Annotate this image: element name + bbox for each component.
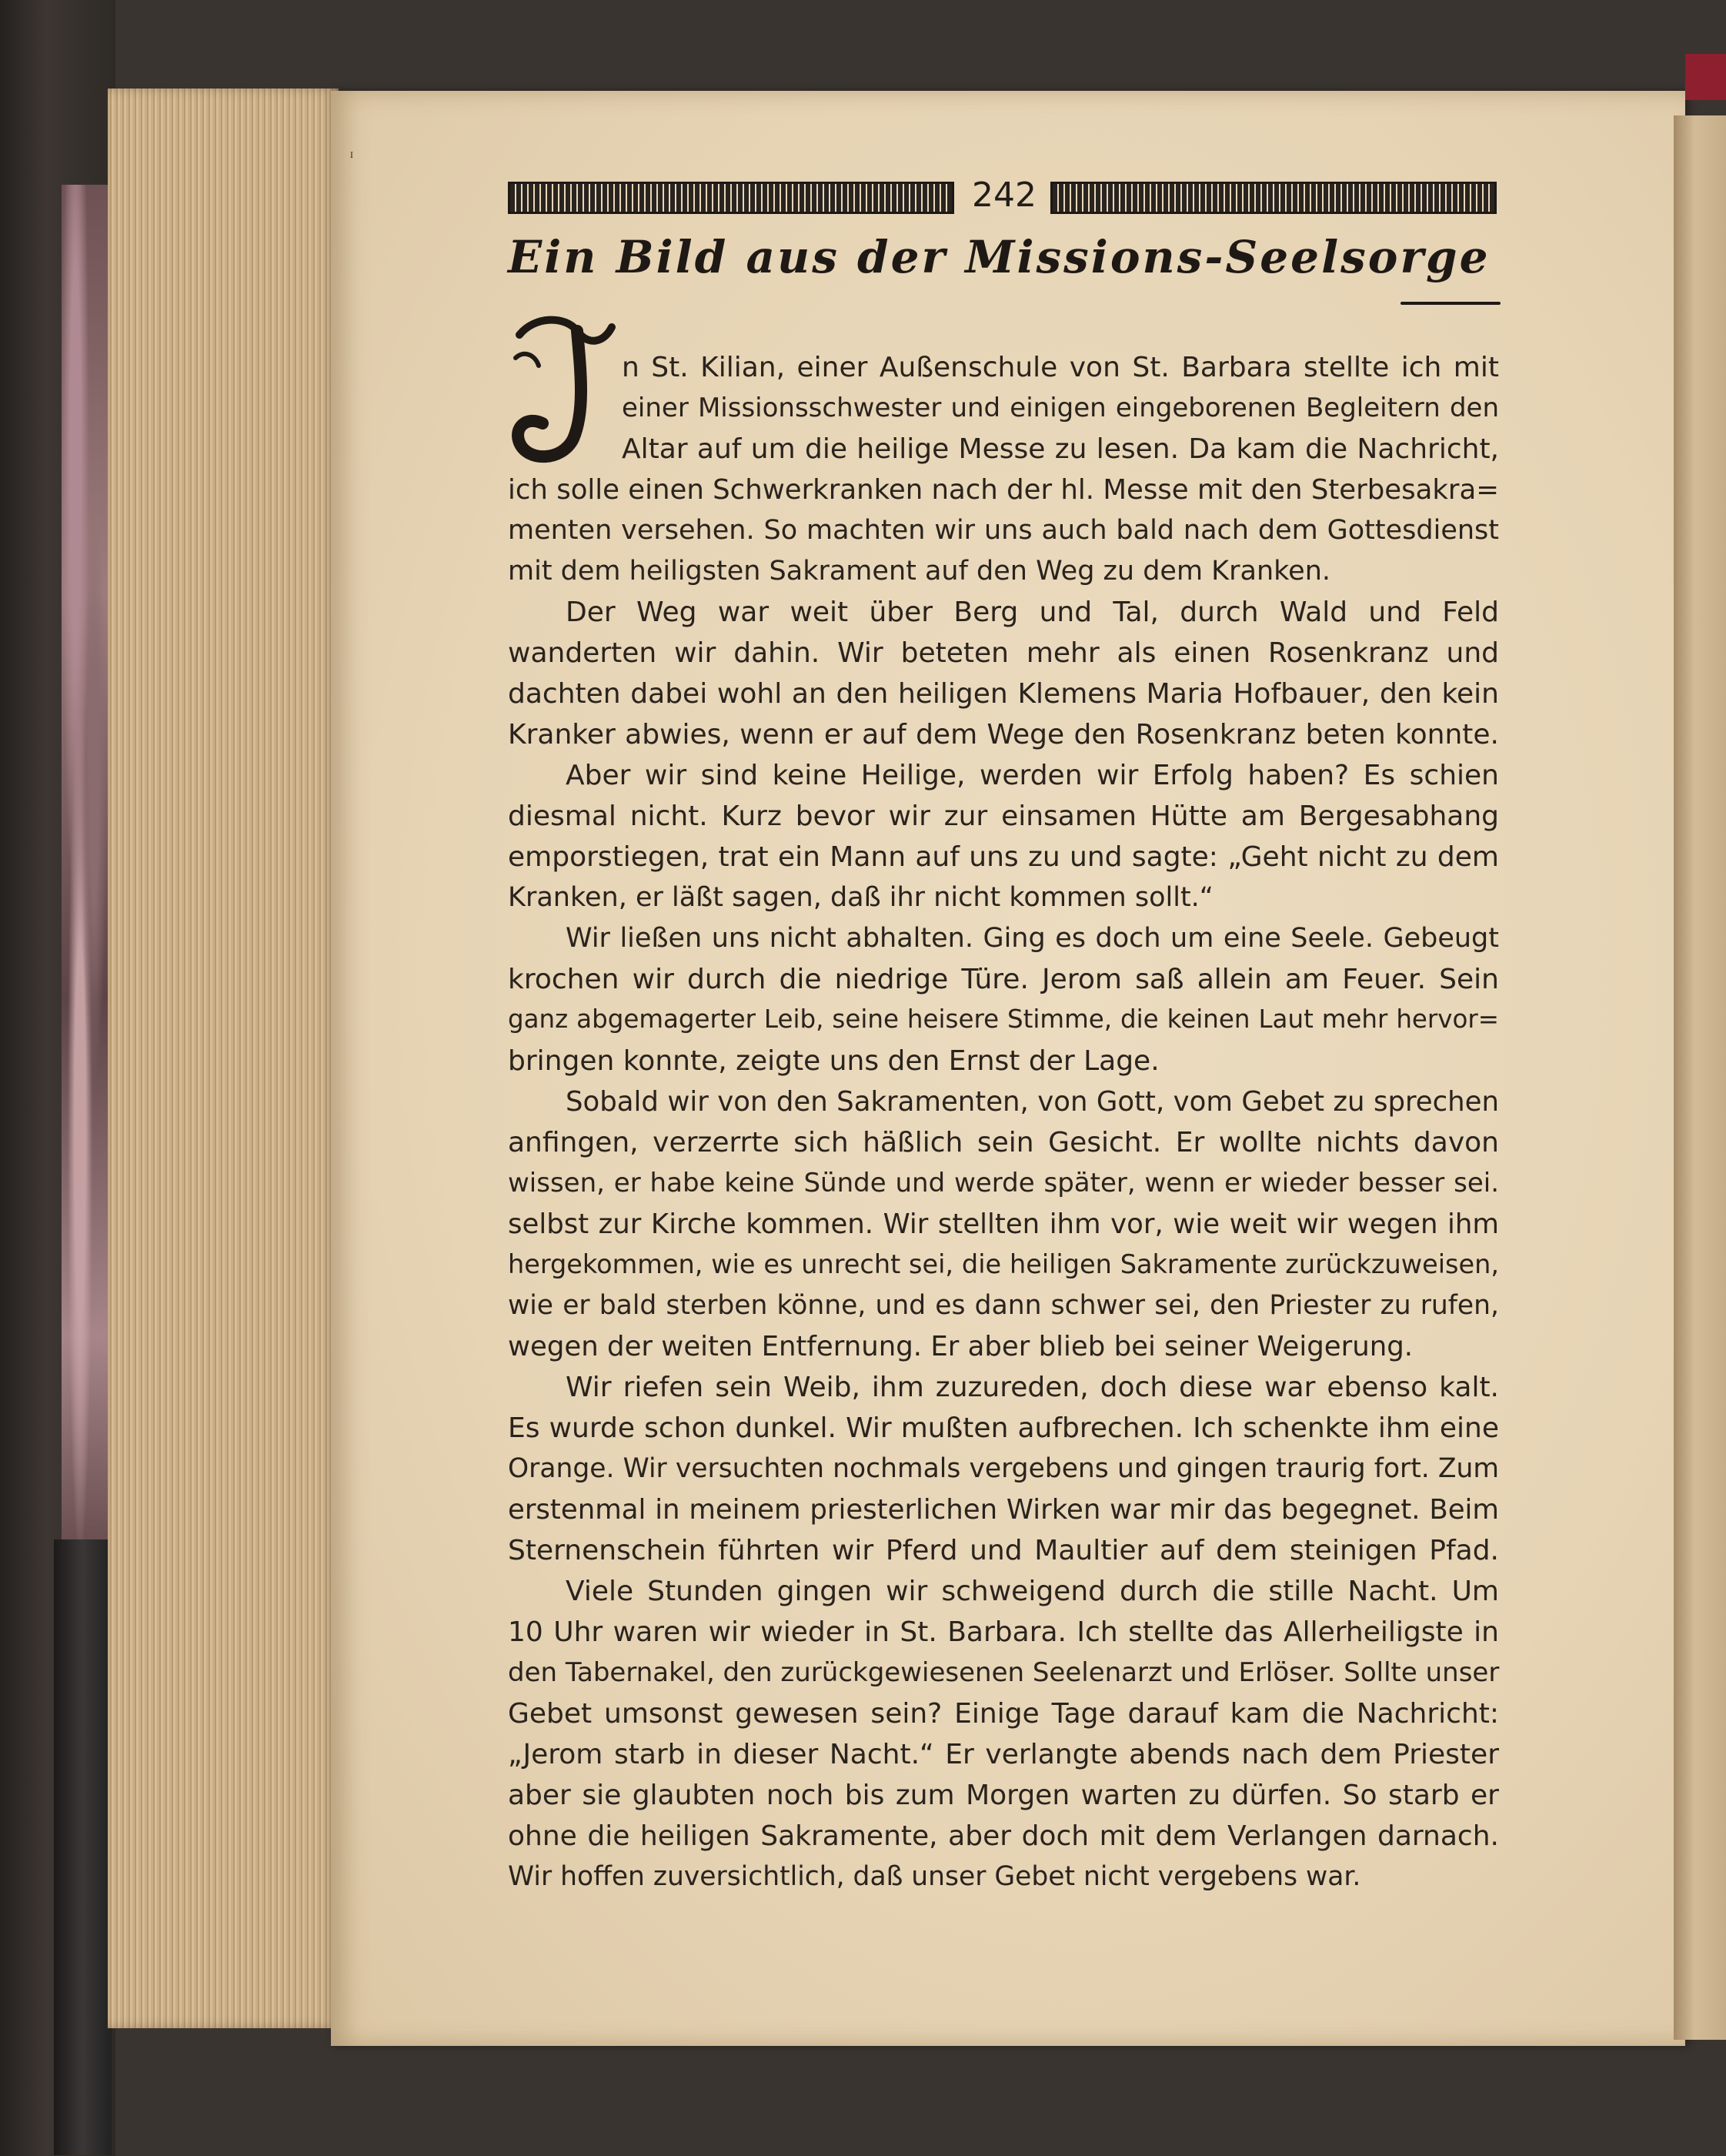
text-line: dachten dabei wohl an den heiligen Klemens Maria Hofbauer, den kein <box>508 678 1499 710</box>
text-line: den Tabernakel, den zurückgewiesenen Seelenarzt und Erlöser. Sollte unser <box>508 1657 1500 1688</box>
title-flourish <box>1400 302 1501 305</box>
text-line: n St. Kilian, einer Außenschule von St. Barbara stellte ich mit <box>622 352 1499 383</box>
header-ornament-left <box>508 182 954 214</box>
text-line: wegen der weiten Entfernung. Er aber blieb bei seiner Weigerung. <box>508 1331 1414 1362</box>
text-line: mit dem heiligsten Sakrament auf den Weg zu dem Kranken. <box>508 556 1331 587</box>
text-line: ich solle einen Schwerkranken nach der hl. Messe mit den Sterbesakra= <box>508 474 1499 506</box>
text-line: bringen konnte, zeigte uns den Ernst der Lage. <box>508 1045 1160 1077</box>
text-line: ganz abgemagerter Leib, seine heisere Stimme, die keinen Laut mehr hervor= <box>508 1004 1499 1034</box>
text-line: Viele Stunden gingen wir schweigend durch die stille Nacht. Um <box>566 1576 1499 1607</box>
text-line: Orange. Wir versuchten nochmals vergebens und gingen traurig fort. Zum <box>508 1453 1499 1484</box>
header-ornament-right <box>1050 182 1497 214</box>
text-line: hergekommen, wie es unrecht sei, die heiligen Sakramente zurückzuweisen, <box>508 1249 1499 1279</box>
dropcap-ornament <box>350 152 619 466</box>
text-line: Gebet umsonst gewesen sein? Einige Tage darauf kam die Nachricht: <box>508 1698 1499 1730</box>
text-line: diesmal nicht. Kurz bevor wir zur einsamen Hütte am Bergesabhang <box>508 801 1499 832</box>
dropcap-letter: I <box>350 152 353 160</box>
text-line: Kranken, er läßt sagen, daß ihr nicht kommen sollt.“ <box>508 882 1214 913</box>
text-line: Sternenschein führten wir Pferd und Maultier auf dem steinigen Pfad. <box>508 1535 1499 1566</box>
red-ribbon <box>1685 54 1726 100</box>
text-line: anfingen, verzerrte sich häßlich sein Gesicht. Er wollte nichts davon <box>508 1127 1499 1158</box>
text-line: wissen, er habe keine Sünde und werde später, wenn er wieder besser sei. <box>508 1168 1499 1198</box>
text-line: 10 Uhr waren wir wieder in St. Barbara. Ich stellte das Allerheiligste in <box>508 1616 1499 1648</box>
text-line: Altar auf um die heilige Messe zu lesen. Da kam die Nachricht, <box>622 433 1499 465</box>
text-line: wanderten wir dahin. Wir beteten mehr als einen Rosenkranz und <box>508 637 1499 669</box>
text-line: Wir riefen sein Weib, ihm zuzureden, doch diese war ebenso kalt. <box>566 1372 1499 1403</box>
text-line: wie er bald sterben könne, und es dann schwer sei, den Priester zu rufen, <box>508 1290 1499 1321</box>
text-line: Kranker abwies, wenn er auf dem Wege den Rosenkranz beten konnte. <box>508 719 1499 750</box>
text-line: krochen wir durch die niedrige Türe. Jerom saß allein am Feuer. Sein <box>508 964 1499 995</box>
text-line: menten versehen. So machten wir uns auch bald nach dem Gottesdienst <box>508 515 1499 546</box>
page-number: 242 <box>972 175 1037 215</box>
text-line: ohne die heiligen Sakramente, aber doch mit dem Verlangen darnach. <box>508 1820 1499 1852</box>
text-line: Aber wir sind keine Heilige, werden wir Erfolg haben? Es schien <box>566 760 1499 791</box>
marbled-endpaper <box>62 185 110 1539</box>
text-line: Es wurde schon dunkel. Wir mußten aufbrechen. Ich schenkte ihm eine <box>508 1412 1499 1444</box>
text-line: emporstiegen, trat ein Mann auf uns zu und sagte: „Geht nicht zu dem <box>508 841 1499 873</box>
text-line: erstenmal in meinem priesterlichen Wirken war mir das begegnet. Beim <box>508 1494 1499 1526</box>
text-line: selbst zur Kirche kommen. Wir stellten ihm vor, wie weit wir wegen ihm <box>508 1208 1499 1240</box>
text-line: Wir hoffen zuversichtlich, daß unser Gebet nicht vergebens war. <box>508 1861 1361 1892</box>
text-line: Sobald wir von den Sakramenten, von Gott, vom Gebet zu sprechen <box>566 1086 1499 1118</box>
text-line: Der Weg war weit über Berg und Tal, durch Wald und Feld <box>566 597 1499 628</box>
leather-binding <box>54 1539 112 2155</box>
text-line: Wir ließen uns nicht abhalten. Ging es doch um eine Seele. Gebeugt <box>566 923 1499 954</box>
page-title: Ein Bild aus der Missions-Seelsorge <box>508 231 1491 283</box>
page-edges <box>108 89 339 2028</box>
facing-page-edge <box>1674 115 1726 2040</box>
text-line: aber sie glaubten noch bis zum Morgen warten zu dürfen. So starb er <box>508 1780 1499 1811</box>
text-line: einer Missionsschwester und einigen eingeborenen Begleitern den <box>622 393 1499 423</box>
text-line: „Jerom starb in dieser Nacht.“ Er verlangte abends nach dem Priester <box>508 1739 1499 1770</box>
